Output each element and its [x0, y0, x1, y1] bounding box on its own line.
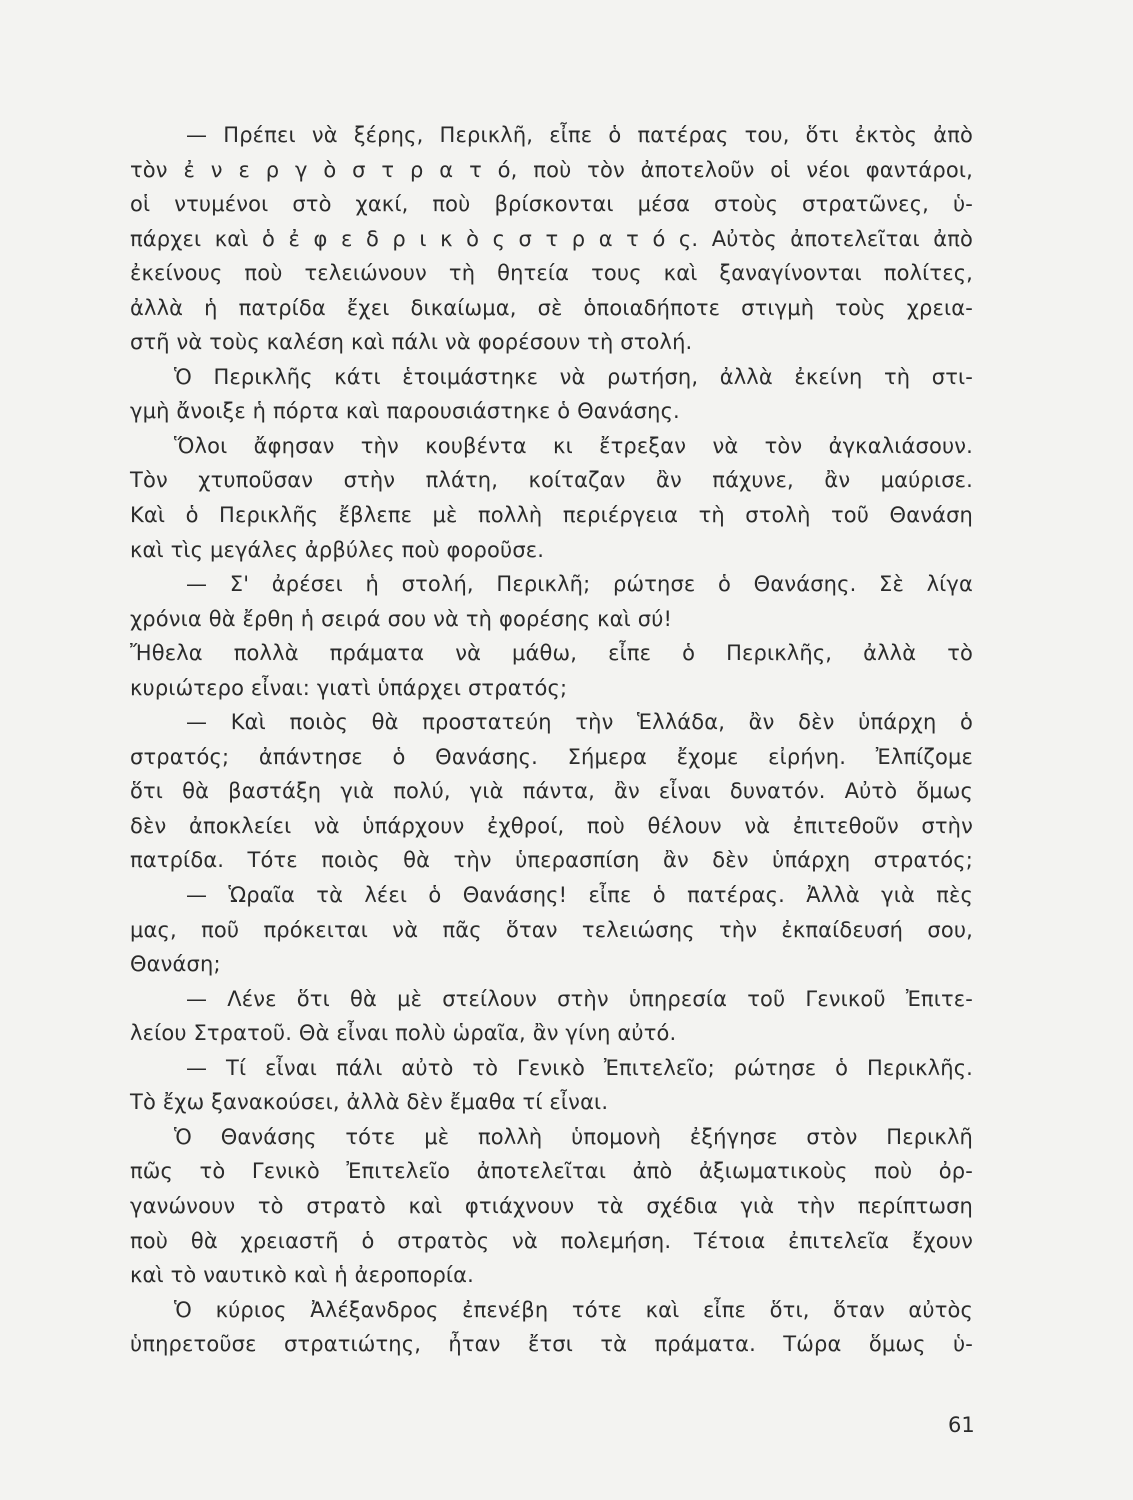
text-line: πῶς τὸ Γενικὸ Ἐπιτελεῖο ἀποτελεῖται ἀπὸ ἀξιωματικοὺς ποὺ ὀρ- — [130, 1159, 973, 1184]
text-line: — Καὶ ποιὸς θὰ προστατεύη τὴν Ἑλλάδα, ἂν δὲν ὑπάρχη ὁ — [186, 710, 973, 735]
text-line: πατρίδα. Τότε ποιὸς θὰ τὴν ὑπερασπίση ἂν δὲν ὑπάρχη στρατός; — [130, 848, 973, 873]
text-line: ἀλλὰ ἡ πατρίδα ἔχει δικαίωμα, σὲ ὁποιαδήποτε στιγμὴ τοὺς χρεια- — [130, 295, 973, 320]
body-text — [130, 118, 973, 1362]
text-line: Ὁ κύριος Ἀλέξανδρος ἐπενέβη τότε καὶ εἶπε ὅτι, ὅταν αὐτὸς — [174, 1297, 973, 1322]
page-number: 61 — [948, 1413, 975, 1437]
text-line: — Τί εἶναι πάλι αὐτὸ τὸ Γενικὸ Ἐπιτελεῖο; ρώτησε ὁ Περικλῆς. — [186, 1055, 973, 1080]
text-line: γανώνουν τὸ στρατὸ καὶ φτιάχνουν τὰ σχέδια γιὰ τὴν περίπτωση — [130, 1193, 973, 1218]
text-line: Ὅλοι ἄφησαν τὴν κουβέντα κι ἔτρεξαν νὰ τὸν ἀγκαλιάσουν. — [174, 433, 973, 458]
text-line: — Σ' ἀρέσει ἡ στολή, Περικλῆ; ρώτησε ὁ Θανάσης. Σὲ λίγα — [186, 572, 973, 597]
text-line: ποὺ θὰ χρειαστῆ ὁ στρατὸς νὰ πολεμήση. Τέτοια ἐπιτελεῖα ἔχουν — [130, 1228, 973, 1253]
text-line: χρόνια θὰ ἔρθη ἡ σειρά σου νὰ τὴ φορέσης καὶ σύ! — [130, 606, 673, 631]
text-line: οἱ ντυμένοι στὸ χακί, ποὺ βρίσκονται μέσα στοὺς στρατῶνες, ὑ- — [130, 192, 973, 217]
text-line: Καὶ ὁ Περικλῆς ἔβλεπε μὲ πολλὴ περιέργεια τὴ στολὴ τοῦ Θανάση — [130, 503, 973, 528]
text-line: λείου Στρατοῦ. Θὰ εἶναι πολὺ ὡραῖα, ἂν γίνη αὐτό. — [130, 1021, 677, 1046]
text-line: καὶ τὸ ναυτικὸ καὶ ἡ ἀεροπορία. — [130, 1263, 474, 1288]
text-line: κυριώτερο εἶναι: γιατὶ ὑπάρχει στρατός; — [130, 675, 568, 700]
text-line: ἐκείνους ποὺ τελειώνουν τὴ θητεία τους καὶ ξαναγίνονται πολίτες, — [130, 261, 973, 286]
text-line: τὸν ἐ ν ε ρ γ ὸ σ τ ρ α τ ό, ποὺ τὸν ἀποτελοῦν οἱ νέοι φαντάροι, — [130, 157, 973, 182]
text-line: — Ὡραῖα τὰ λέει ὁ Θανάσης! εἶπε ὁ πατέρας. Ἀλλὰ γιὰ πὲς — [186, 883, 973, 908]
text-line: Ἤθελα πολλὰ πράματα νὰ μάθω, εἶπε ὁ Περικλῆς, ἀλλὰ τὸ — [130, 641, 973, 666]
text-line: — Πρέπει νὰ ξέρης, Περικλῆ, εἶπε ὁ πατέρας του, ὅτι ἐκτὸς ἀπὸ — [186, 123, 973, 147]
text-line: Θανάση; — [130, 952, 221, 977]
text-line: δὲν ἀποκλείει νὰ ὑπάρχουν ἐχθροί, ποὺ θέλουν νὰ ἐπιτεθοῦν στὴν — [130, 813, 973, 838]
text-line: στρατός; ἀπάντησε ὁ Θανάσης. Σήμερα ἔχομε εἰρήνη. Ἐλπίζομε — [130, 744, 973, 769]
text-line: Τὸ ἔχω ξανακούσει, ἀλλὰ δὲν ἔμαθα τί εἶναι. — [130, 1090, 609, 1115]
text-line: μας, ποῦ πρόκειται νὰ πᾶς ὅταν τελειώσης τὴν ἐκπαίδευσή σου, — [130, 917, 973, 942]
text-line: καὶ τὶς μεγάλες ἀρβύλες ποὺ φοροῦσε. — [130, 537, 545, 562]
text-line: στῆ νὰ τοὺς καλέση καὶ πάλι νὰ φορέσουν τὴ στολή. — [130, 330, 693, 355]
text-line: γμὴ ἄνοιξε ἡ πόρτα καὶ παρουσιάστηκε ὁ Θανάσης. — [130, 399, 680, 424]
text-line: ὅτι θὰ βαστάξη γιὰ πολύ, γιὰ πάντα, ἂν εἶναι δυνατόν. Αὐτὸ ὅμως — [130, 779, 973, 804]
text-line: Τὸν χτυποῦσαν στὴν πλάτη, κοίταζαν ἂν πάχυνε, ἂν μαύρισε. — [130, 468, 973, 493]
text-line: Ὁ Περικλῆς κάτι ἑτοιμάστηκε νὰ ρωτήση, ἀλλὰ ἐκείνη τὴ στι- — [174, 364, 973, 389]
text-line: ὑπηρετοῦσε στρατιώτης, ἦταν ἔτσι τὰ πράματα. Τώρα ὅμως ὑ- — [130, 1332, 973, 1357]
text-line: — Λένε ὅτι θὰ μὲ στείλουν στὴν ὑπηρεσία τοῦ Γενικοῦ Ἐπιτε- — [186, 986, 973, 1011]
text-line: Ὁ Θανάσης τότε μὲ πολλὴ ὑπομονὴ ἐξήγησε στὸν Περικλῆ — [174, 1124, 973, 1149]
text-line: πάρχει καὶ ὁ ἐ φ ε δ ρ ι κ ὸ ς σ τ ρ α τ ό ς. Αὐτὸς ἀποτελεῖται ἀπὸ — [130, 226, 973, 251]
